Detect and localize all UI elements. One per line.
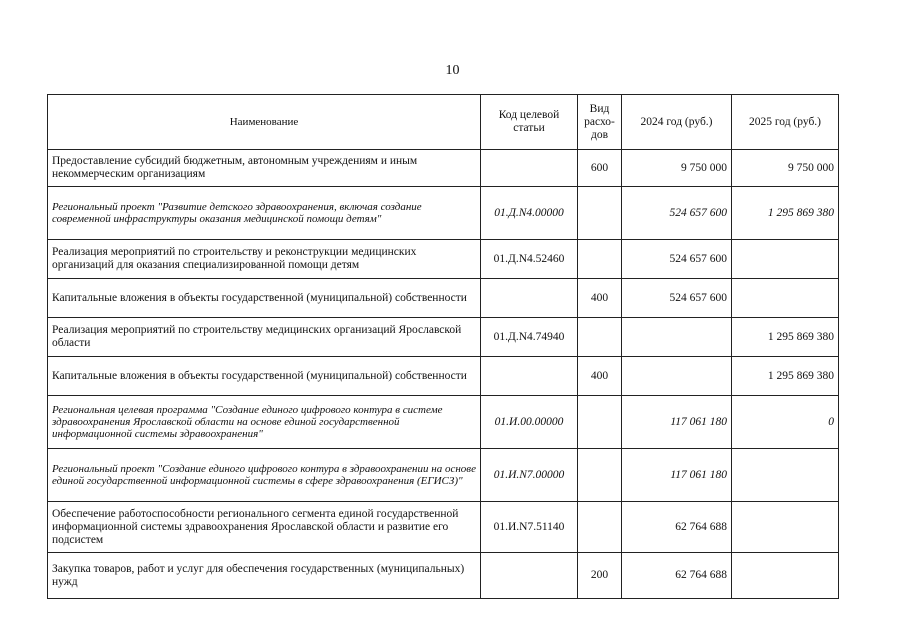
header-code: Код целевой статьи <box>481 95 578 150</box>
table-row <box>48 553 839 599</box>
cell-name: Реализация мероприятий по строительству и реконструкции медицинских организаций для оказания специализированной помощи детям <box>48 240 481 279</box>
cell-code: 01.Д.N4.00000 <box>481 187 578 240</box>
table-row <box>48 279 839 318</box>
cell-vid <box>578 502 622 553</box>
cell-vid <box>578 318 622 357</box>
table-row <box>48 449 839 502</box>
cell-2025 <box>732 502 839 553</box>
header-vid: Вид расхо-дов <box>578 95 622 150</box>
cell-name: Капитальные вложения в объекты государственной (муниципальной) собственности <box>48 279 481 318</box>
cell-name: Региональная целевая программа "Создание единого цифрового контура в системе здравоохранения Ярославской области на основе единой государственной информационной системы здравоохранения" <box>48 396 481 449</box>
page-number: 10 <box>445 63 460 78</box>
cell-vid <box>578 187 622 240</box>
cell-2024 <box>622 318 732 357</box>
cell-code: 01.И.N7.00000 <box>481 449 578 502</box>
cell-vid <box>578 449 622 502</box>
cell-2025: 1 295 869 380 <box>732 187 839 240</box>
table-row <box>48 187 839 240</box>
cell-2024: 117 061 180 <box>622 449 732 502</box>
cell-2024: 524 657 600 <box>622 187 732 240</box>
cell-2025: 1 295 869 380 <box>732 318 839 357</box>
header-2024: 2024 год (руб.) <box>622 95 732 150</box>
cell-2025 <box>732 279 839 318</box>
table-row <box>48 396 839 449</box>
cell-2024: 524 657 600 <box>622 240 732 279</box>
cell-2025: 1 295 869 380 <box>732 357 839 396</box>
table-row <box>48 318 839 357</box>
cell-code <box>481 357 578 396</box>
cell-name: Предоставление субсидий бюджетным, автономным учреждениям и иным некоммерческим организациям <box>48 150 481 187</box>
table-row <box>48 357 839 396</box>
cell-2025 <box>732 553 839 599</box>
table-header-row <box>48 95 839 150</box>
cell-code <box>481 150 578 187</box>
cell-vid: 400 <box>578 357 622 396</box>
table-row <box>48 240 839 279</box>
header-name: Наименование <box>48 95 481 150</box>
header-2025: 2025 год (руб.) <box>732 95 839 150</box>
cell-2024: 524 657 600 <box>622 279 732 318</box>
cell-2024 <box>622 357 732 396</box>
cell-code: 01.Д.N4.52460 <box>481 240 578 279</box>
cell-vid <box>578 240 622 279</box>
cell-name: Реализация мероприятий по строительству медицинских организаций Ярославской области <box>48 318 481 357</box>
cell-code <box>481 279 578 318</box>
cell-name: Обеспечение работоспособности регионального сегмента единой государственной информационной системы здравоохранения Ярославской области и развитие его подсистем <box>48 502 481 553</box>
cell-2025: 9 750 000 <box>732 150 839 187</box>
cell-2025 <box>732 240 839 279</box>
cell-code: 01.Д.N4.74940 <box>481 318 578 357</box>
cell-code: 01.И.00.00000 <box>481 396 578 449</box>
cell-name: Капитальные вложения в объекты государственной (муниципальной) собственности <box>48 357 481 396</box>
table-row <box>48 150 839 187</box>
table-row <box>48 502 839 553</box>
cell-name: Региональный проект "Создание единого цифрового контура в здравоохранении на основе единой государственной информационной системы в сфере здравоохранения (ЕГИСЗ)" <box>48 449 481 502</box>
cell-vid: 200 <box>578 553 622 599</box>
cell-2024: 62 764 688 <box>622 553 732 599</box>
cell-vid: 400 <box>578 279 622 318</box>
cell-name: Закупка товаров, работ и услуг для обеспечения государственных (муниципальных) нужд <box>48 553 481 599</box>
cell-vid <box>578 396 622 449</box>
cell-name: Региональный проект "Развитие детского здравоохранения, включая создание современной инфраструктуры оказания медицинской помощи детям" <box>48 187 481 240</box>
cell-2024: 9 750 000 <box>622 150 732 187</box>
budget-table <box>47 94 839 599</box>
cell-2024: 62 764 688 <box>622 502 732 553</box>
cell-2025 <box>732 449 839 502</box>
cell-vid: 600 <box>578 150 622 187</box>
cell-code: 01.И.N7.51140 <box>481 502 578 553</box>
cell-2024: 117 061 180 <box>622 396 732 449</box>
cell-2025: 0 <box>732 396 839 449</box>
cell-code <box>481 553 578 599</box>
